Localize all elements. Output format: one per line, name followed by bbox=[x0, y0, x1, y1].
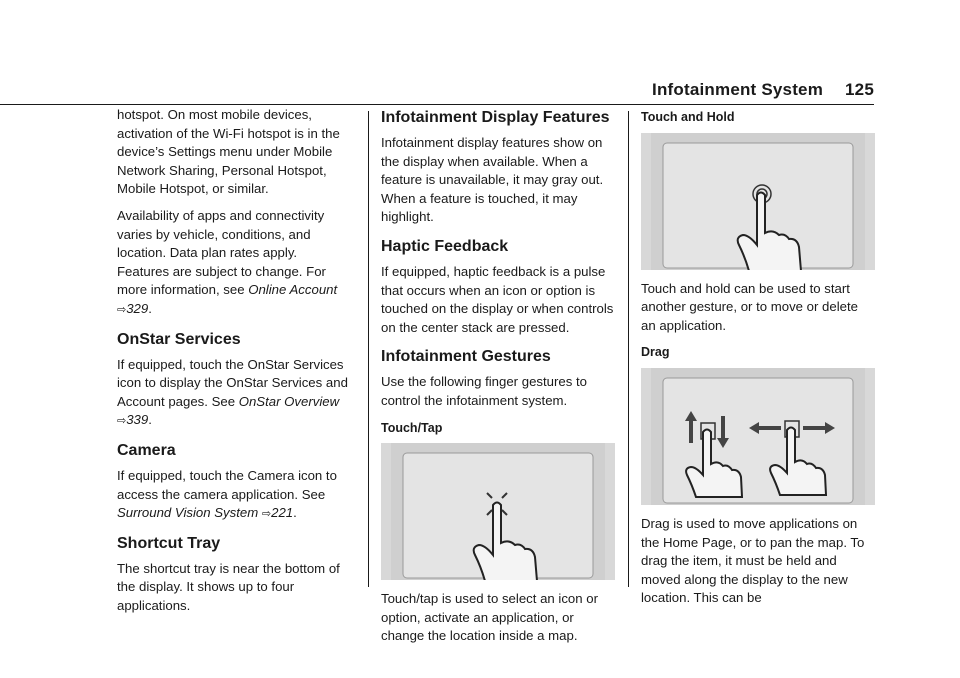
column-2 bbox=[381, 108, 615, 654]
touch-hold-illustration bbox=[641, 133, 875, 270]
drag-illustration bbox=[641, 368, 875, 505]
paragraph: If equipped, haptic feedback is a pulse that occurs when an icon or option is touched on the display or when controls on the center stack are pressed. bbox=[381, 263, 614, 335]
header-rule bbox=[0, 104, 874, 105]
subheading: Touch/Tap bbox=[381, 420, 443, 435]
paragraph: Availability of apps and connectivity varies by vehicle, conditions, and location. Data plan rates apply. Features are subject to change. For more information, see Online Account ⇨329. bbox=[117, 207, 338, 316]
paragraph: If equipped, touch the Camera icon to access the camera application. See Surround Vision System ⇨221. bbox=[117, 467, 337, 521]
paragraph-text: If equipped, touch the Camera icon to access the camera application. See bbox=[117, 467, 337, 502]
page-reference[interactable]: 339 bbox=[126, 412, 149, 428]
section-heading: Haptic Feedback bbox=[381, 237, 509, 255]
section-title: Infotainment System bbox=[652, 80, 824, 99]
section-heading: Shortcut Tray bbox=[117, 534, 221, 552]
column-1 bbox=[117, 106, 351, 623]
paragraph-text: If equipped, touch the OnStar Services icon to display the OnStar Services and Account pages. See bbox=[117, 356, 348, 409]
paragraph: hotspot. On most mobile devices, activation of the Wi-Fi hotspot is in the device’s Settings menu under Mobile Network Sharing, Personal Hotspot, Mobile Hotspot, or similar. bbox=[117, 107, 340, 197]
paragraph: Touch/tap is used to select an icon or option, activate an application, or change the location inside a map. bbox=[381, 591, 598, 644]
page-reference[interactable]: 329 bbox=[126, 300, 149, 316]
paragraph: Use the following finger gestures to control the infotainment system. bbox=[381, 374, 587, 408]
section-heading: Infotainment Gestures bbox=[381, 348, 551, 366]
paragraph: If equipped, touch the OnStar Services icon to display the OnStar Services and Account pages. See OnStar Overview ⇨339. bbox=[117, 356, 348, 428]
paragraph-text: Availability of apps and connectivity varies by vehicle, conditions, and location. Data plan rates apply. Features are subject to change. For more information, see bbox=[117, 207, 326, 298]
page-reference-icon: ⇨ bbox=[261, 508, 272, 521]
section-heading: OnStar Services bbox=[117, 330, 241, 348]
page-header bbox=[652, 80, 874, 100]
column-divider-2 bbox=[628, 111, 629, 587]
cross-reference-link[interactable]: OnStar Overview bbox=[238, 393, 340, 409]
subheading: Touch and Hold bbox=[641, 110, 735, 124]
cross-reference-link[interactable]: Online Account bbox=[248, 282, 338, 298]
cross-reference-link[interactable]: Surround Vision System bbox=[117, 505, 259, 521]
paragraph: Drag is used to move applications on the Home Page, or to pan the map. To drag the item, it must be held and moved along the display to the new location. This can be bbox=[641, 515, 865, 606]
page-reference-icon: ⇨ bbox=[117, 303, 127, 316]
paragraph: The shortcut tray is near the bottom of the display. It shows up to four applications. bbox=[117, 560, 340, 613]
paragraph: Touch and hold can be used to start another gesture, or to move or delete an application. bbox=[641, 280, 858, 333]
section-heading: Camera bbox=[117, 441, 176, 459]
column-divider-1 bbox=[368, 111, 369, 587]
section-heading: Infotainment Display Features bbox=[381, 109, 610, 126]
page-reference-icon: ⇨ bbox=[117, 415, 127, 428]
paragraph: Infotainment display features show on the display when available. When a feature is unavailable, it may gray out. When a feature is touched, it may highlight. bbox=[381, 135, 604, 225]
page-number: 125 bbox=[845, 80, 874, 99]
column-3 bbox=[641, 108, 875, 616]
page-reference[interactable]: 221 bbox=[271, 505, 294, 521]
subheading: Drag bbox=[641, 345, 670, 360]
touch-tap-illustration bbox=[381, 443, 615, 580]
